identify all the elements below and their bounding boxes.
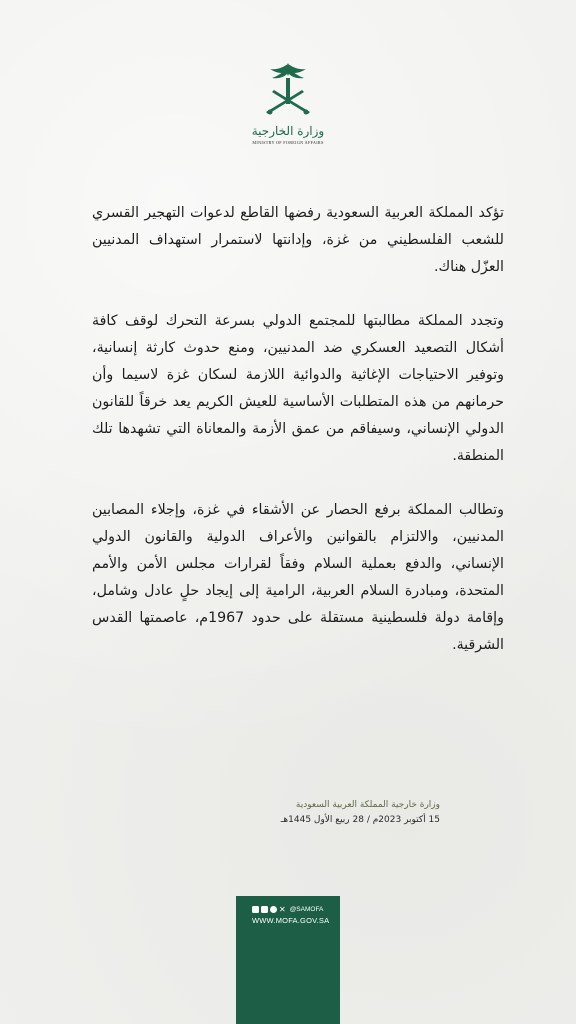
issuer-name: وزارة خارجية المملكة العربية السعودية (295, 800, 440, 810)
social-links (252, 904, 336, 914)
statement-date: 15 أكتوبر 2023م / 28 ربيع الأول 1445هـ (280, 815, 440, 825)
website-link[interactable]: WWW.MOFA.GOV.SA (252, 916, 330, 925)
statement-signature (200, 798, 440, 828)
ministry-name-arabic: وزارة الخارجية (251, 124, 325, 138)
facebook-icon[interactable] (261, 906, 268, 913)
statement-paragraph: تؤكد المملكة العربية السعودية رفضها القاطع لدعوات التهجير القسري للشعب الفلسطيني من غزة، وإدانتها لاستمرار استهداف المدنيين العزّل هناك. (92, 205, 504, 275)
instagram-icon[interactable] (270, 906, 277, 913)
ministry-logo (248, 60, 328, 172)
ministry-name-english: MINISTRY OF FOREIGN AFFAIRS (252, 140, 324, 145)
social-handle[interactable]: @SAMOFA (289, 905, 324, 913)
palm-swords-emblem-icon (258, 60, 318, 120)
statement-paragraph: وتجدد المملكة مطالبتها للمجتمع الدولي بسرعة التحرك لوقف كافة أشكال التصعيد العسكري ضد المدنيين، ومنع حدوث كارثة إنسانية، وتوفير الاحتياجات الإغاثية والدوائية اللازمة لسكان غزة لاسيما وأن حرمانهم من هذه المتطلبات الأساسية للعيش الكريم يعد خرقاً للقانون الدولي الإنساني، وسيفاقم من عمق الأزمة والمعاناة التي تشهدها تلك المنطقة. (92, 313, 504, 464)
x-icon[interactable]: ✕ (279, 904, 286, 914)
contact-bar (236, 896, 340, 1024)
youtube-icon[interactable] (252, 906, 259, 913)
statement-paragraph: وتطالب المملكة برفع الحصار عن الأشقاء في غزة، وإجلاء المصابين المدنيين، والالتزام بالقوانين والأعراف الدولية والقانون الدولي الإنساني، والدفع بعملية السلام وفقاً لقرارات مجلس الأمن والأمم المتحدة، ومبادرة السلام العربية، الرامية إلى إيجاد حلٍ عادل وشامل، وإقامة دولة فلسطينية مستقلة على حدود 1967م، عاصمتها القدس الشرقية. (92, 502, 504, 653)
statement-body (92, 200, 504, 686)
